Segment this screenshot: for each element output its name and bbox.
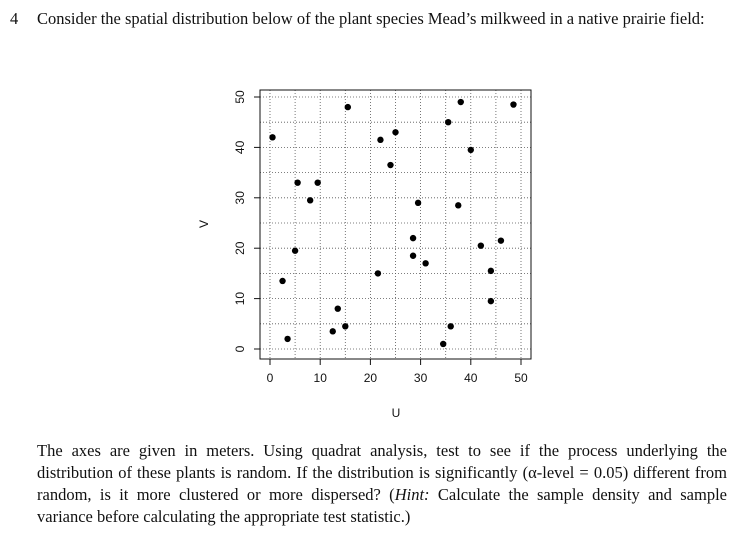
- x-axis-label: U: [391, 406, 401, 420]
- data-point: [410, 253, 416, 259]
- data-point: [458, 99, 464, 105]
- data-point: [387, 162, 393, 168]
- data-point: [307, 197, 313, 203]
- data-point: [422, 260, 428, 266]
- data-point: [335, 305, 341, 311]
- data-point: [478, 242, 484, 248]
- data-point: [455, 202, 461, 208]
- y-tick-label: 0: [233, 345, 247, 353]
- data-point: [292, 248, 298, 254]
- x-tick-label: 0: [266, 371, 274, 385]
- data-point: [415, 200, 421, 206]
- y-tick-label: 50: [233, 90, 247, 104]
- x-tick-label: 30: [413, 371, 428, 385]
- data-point: [377, 137, 383, 143]
- data-point: [375, 270, 381, 276]
- instructions-paragraph: [37, 440, 727, 528]
- x-tick-label: 10: [313, 371, 327, 385]
- paragraph-text-1: The axes are given in meters. Using quadrat analysis, test to see if the process underlying the distribution of these plants is random. If the distribution is significantly (α-level = 0.05) different from random, is it more clustered or more dispersed? (: [37, 441, 727, 504]
- data-point: [510, 101, 516, 107]
- data-point: [448, 323, 454, 329]
- data-point: [488, 268, 494, 274]
- x-tick-label: 40: [464, 371, 478, 385]
- data-point: [330, 328, 336, 334]
- question-text: Consider the spatial distribution below of the plant species Mead’s milkweed in a native prairie field:: [37, 9, 705, 28]
- x-tick-label: 50: [514, 371, 528, 385]
- data-point: [410, 235, 416, 241]
- axes: [233, 90, 528, 385]
- data-point: [314, 179, 320, 185]
- data-point: [445, 119, 451, 125]
- data-point: [345, 104, 351, 110]
- data-point: [488, 298, 494, 304]
- y-axis-label: V: [197, 219, 211, 229]
- y-tick-label: 20: [233, 241, 247, 255]
- data-point: [269, 134, 275, 140]
- data-point: [468, 147, 474, 153]
- question-number: 4: [10, 9, 19, 28]
- data-point: [342, 323, 348, 329]
- data-point: [392, 129, 398, 135]
- y-tick-label: 30: [233, 191, 247, 205]
- data-point: [498, 237, 504, 243]
- data-point: [440, 341, 446, 347]
- hint-label: Hint:: [394, 485, 430, 504]
- y-tick-label: 10: [233, 291, 247, 306]
- paragraph-text-2: Calculate the sample density and sample variance before calculating the appropriate test statistic.): [37, 485, 727, 526]
- data-point: [284, 336, 290, 342]
- data-point: [279, 278, 285, 284]
- data-point: [294, 179, 300, 185]
- x-tick-label: 20: [363, 371, 378, 385]
- y-tick-label: 40: [233, 140, 247, 155]
